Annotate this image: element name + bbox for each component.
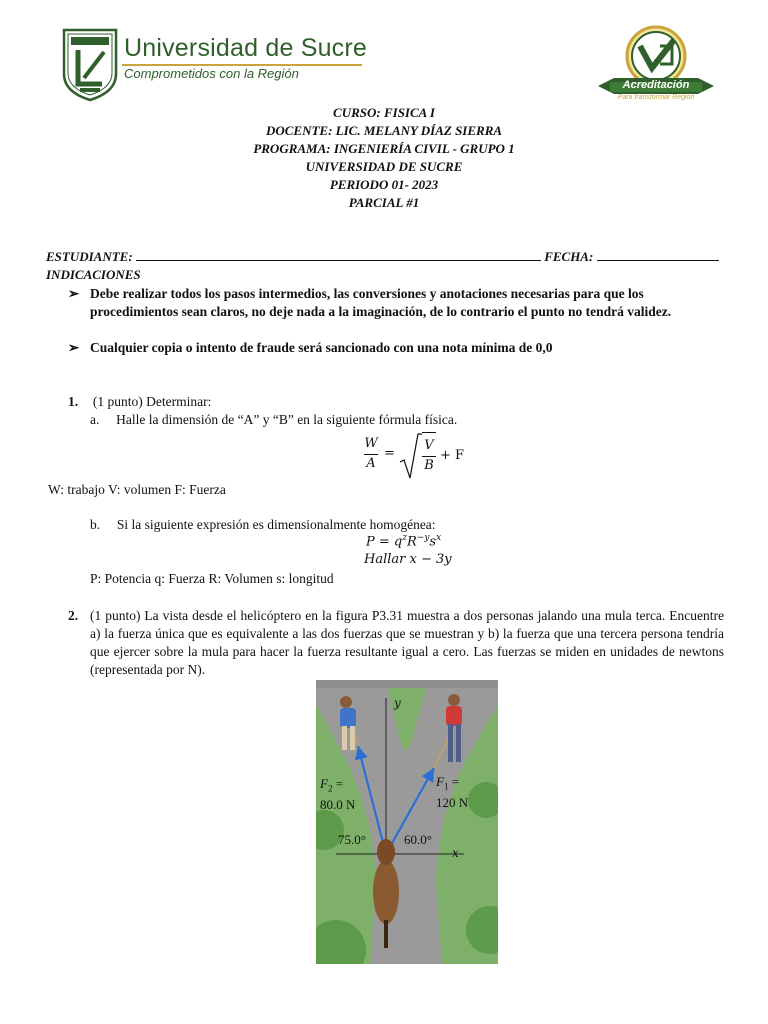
arrow-bullet-icon: ➢ [68,340,80,355]
angle-left-label: 75.0° [338,832,366,847]
question-2-text: (1 punto) La vista desde el helicóptero en la figura P3.31 muestra a dos personas jalando una mula terca. Encuentre a) la fuerza única que es equivalente a las dos fuerzas que se muestran y b) la fuerza que una tercera persona tendría que ejercer sobre la mula para hacer la fuerza resultante igual a cero. Las fuerzas se miden en unidades de newtons (representada por N). [90,608,724,677]
question-1-intro: 1. (1 punto) Determinar: [68,394,212,409]
formula-b: $P = q^zR^{-y}s^x$ [366,533,442,550]
university-shield-icon [62,28,118,102]
question-1a: a. Halle la dimensión de “A” y “B” en la siguiente fórmula física. [90,412,458,427]
legend-b: P: Potencia q: Fuerza R: Volumen s: longitud [90,571,334,586]
mule-figure [316,680,498,964]
mule-diagram [316,680,498,964]
student-field[interactable] [46,249,719,265]
y-axis-label: y [394,696,401,710]
date-blank[interactable] [597,249,719,261]
instructions-title: INDICACIONES [46,267,141,282]
question-1b: b. Si la siguiente expresión es dimensionalmente homogénea: [90,517,436,532]
university-tagline: Comprometidos con la Región [124,66,299,81]
accreditation-sub: Para transformar Región [617,94,695,101]
angle-right-label: 60.0° [404,832,432,847]
f2-label: $F_2$ = 80.0 N [320,776,356,812]
x-axis-label: x [452,846,459,860]
accreditation-label: Acreditación [622,79,690,91]
date-label: FECHA: [544,249,594,264]
question-1-number: 1. [68,394,79,409]
accreditation-logo [594,24,718,106]
legend-a: W: trabajo V: volumen F: Fuerza [48,482,226,497]
arrow-bullet-icon: ➢ [68,286,80,301]
formula-b-task: Hallar x − 3y [364,552,452,567]
period: PERIODO 01- 2023 [329,177,439,192]
instruction-item: ➢ Cualquier copia o intento de fraude será sancionado con una nota mínima de 0,0 [68,340,553,355]
program-name: PROGRAMA: INGENIERÍA CIVIL - GRUPO 1 [253,141,515,156]
square-root-icon [398,432,422,480]
student-blank[interactable] [136,249,541,261]
teacher-name: DOCENTE: LIC. MELANY DÍAZ SIERRA [265,123,503,138]
student-label: ESTUDIANTE: [46,249,133,264]
f1-label: $F_1$ = 120 N [436,774,469,810]
exam-title: PARCIAL #1 [348,195,420,210]
question-2-number: 2. [68,608,79,623]
formula-a: W A = V B + F [364,432,484,482]
instruction-item: ➢ Debe realizar todos los pasos intermedios, las conversiones y anotaciones necesarias para que los procedimientos sean claros, no deje nada a la imaginación, de lo contrario el punto no tendrá validez. [68,286,672,319]
university-heading: UNIVERSIDAD DE SUCRE [305,159,463,174]
university-name: Universidad de Sucre [124,34,368,62]
course-title: CURSO: FISICA I [333,105,435,120]
university-logo [62,28,368,106]
